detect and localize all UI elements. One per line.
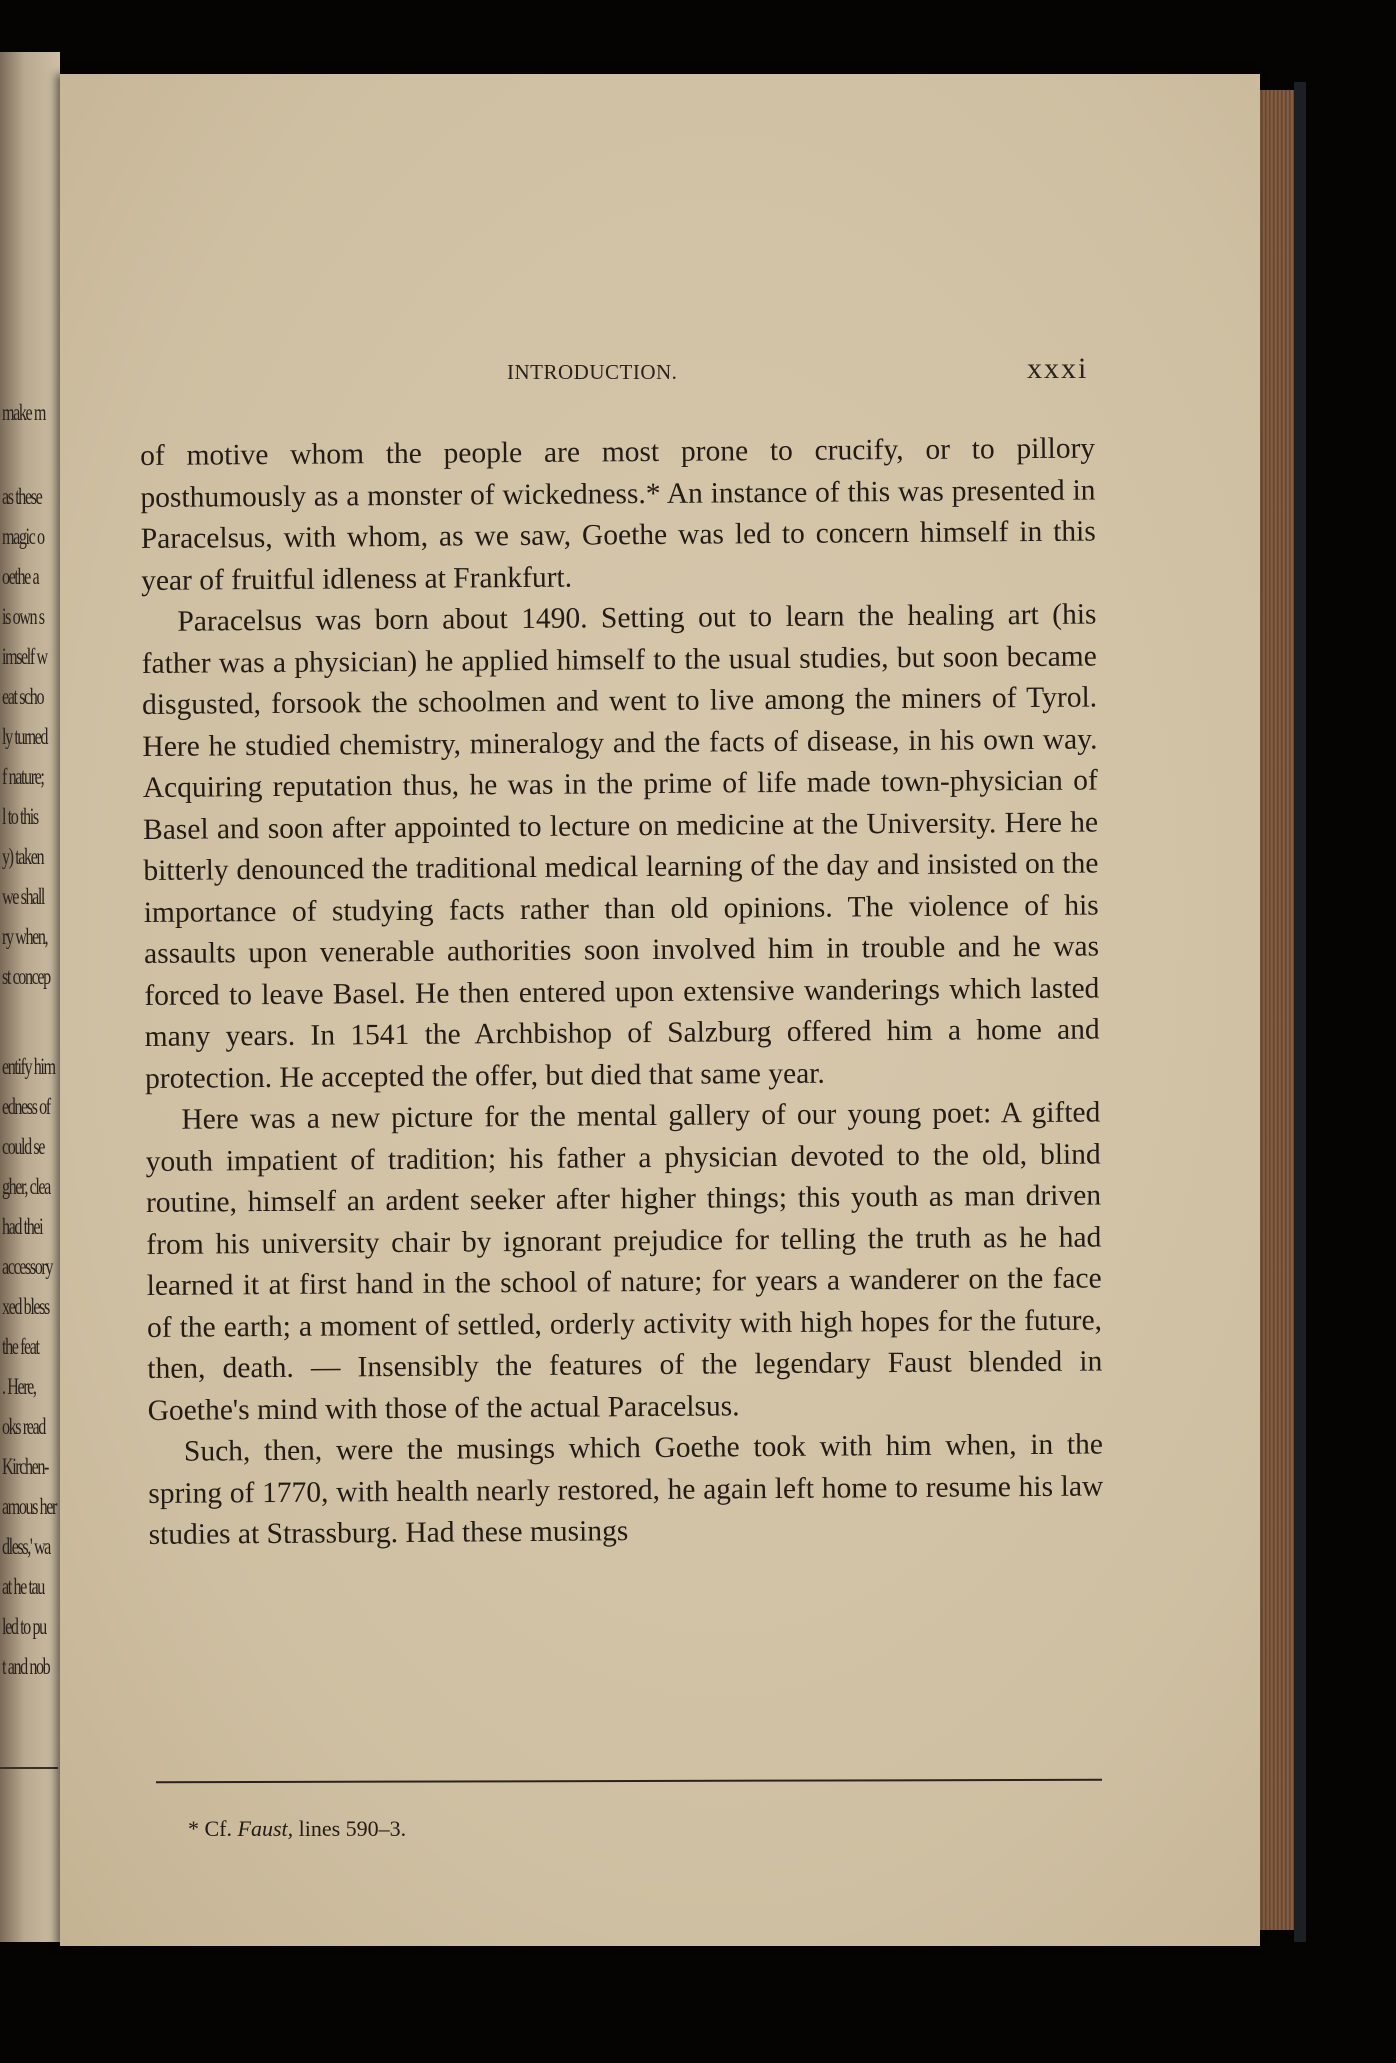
prev-fragment: ry when, [2, 924, 48, 949]
footnote-rule [156, 1779, 1102, 1783]
prev-fragment: make m [2, 400, 46, 425]
prev-fragment: y) taken [2, 844, 44, 869]
prev-fragment: oethe a [2, 564, 39, 589]
prev-fragment: accessory [2, 1254, 52, 1279]
prev-fragment: magic o [2, 524, 44, 549]
book-cover-edge [1294, 82, 1306, 1942]
page-header [60, 352, 1260, 392]
prev-fragment: led to pu [2, 1614, 46, 1639]
footnote-marker: * Cf. [188, 1816, 232, 1841]
paragraph: of motive whom the people are most prone to crucify, or to pillory posthumously as a monster of wickedness.* An instance of this was presented in Paracelsus, with whom, as we saw, Goethe was led to concern himself in this year of fruitful idleness at Frankfurt. [140, 432, 1096, 597]
previous-page-rule [0, 1767, 58, 1769]
prev-fragment: Kirchen- [2, 1454, 49, 1479]
prev-fragment: ly turned [2, 724, 48, 749]
prev-fragment: the feat [2, 1334, 39, 1359]
previous-page-edge [0, 52, 60, 1942]
prev-fragment: gher, clea [2, 1174, 50, 1199]
prev-fragment: could se [2, 1134, 45, 1159]
paragraph: Paracelsus was born about 1490. Setting out to learn the healing art (his father was a physician) he applied himself to the usual studies, but soon became disgusted, forsook the schoolmen and went to live among the miners of Tyrol. Here he studied chemistry, mineralogy and the facts of disease, in his own way. Acquiring reputation thus, he was in the prime of life made town-physician of Basel and soon after appointed to lecture on medicine at the University. Here he bitterly denounced the traditional medical learning of the day and insisted on the importance of studying facts rather than old opinions. The violence of his assaults upon venerable authorities soon involved him in trouble and he was forced to leave Basel. He then entered upon extensive wanderings which lasted many years. In 1541 the Archbishop of Salzburg offered him a home and protection. He accepted the offer, but died that same year. [141, 598, 1100, 1095]
prev-fragment: t and nob [2, 1654, 50, 1679]
prev-fragment: is own s [2, 604, 44, 629]
prev-fragment: f nature; [2, 764, 44, 789]
prev-fragment: xed bless [2, 1294, 49, 1319]
prev-fragment: as these [2, 484, 42, 509]
prev-fragment: imself w [2, 644, 47, 669]
prev-fragment: dless,' wa [2, 1534, 50, 1559]
prev-fragment: we shall [2, 884, 45, 909]
paragraph: Here was a new picture for the mental gallery of our young poet: A gifted youth impatient of tradition; his father a physician devoted to the old, blind routine, himself an ardent seeker after higher things; this youth as man driven from his university chair by ignorant prejudice for telling the truth as he had learned it at first hand in the school of nature; for years a wanderer on the face of the earth; a moment of settled, orderly activity with high hopes for the future, then, death. — Insensibly the features of the legendary Faust blended in Goethe's mind with those of the actual Paracelsus. [145, 1096, 1103, 1427]
prev-fragment: had thei [2, 1214, 43, 1239]
prev-fragment: oks read [2, 1414, 45, 1439]
footnote-title: Faust, [237, 1816, 294, 1841]
prev-fragment: l to this [2, 804, 38, 829]
book-page [60, 74, 1260, 1946]
paragraph: Such, then, were the musings which Goethe took with him when, in the spring of 1770, with health nearly restored, he again left home to resume his law studies at Strassburg. Had these musings [148, 1428, 1104, 1551]
book-fore-edge [1258, 90, 1294, 1930]
body-text [140, 428, 1104, 1556]
prev-fragment: . Here, [2, 1374, 36, 1399]
prev-fragment: st concep [2, 964, 50, 989]
prev-fragment: at he tau [2, 1574, 44, 1599]
prev-fragment: eat scho [2, 684, 44, 709]
prev-fragment: edness of [2, 1094, 50, 1119]
footnote-rest: lines 590–3. [298, 1816, 407, 1841]
prev-fragment: amous her [2, 1494, 57, 1519]
prev-fragment: entify him [2, 1054, 55, 1079]
footnote [188, 1816, 406, 1842]
page-number: xxxi [1027, 352, 1089, 385]
running-head: INTRODUCTION. [507, 360, 678, 384]
